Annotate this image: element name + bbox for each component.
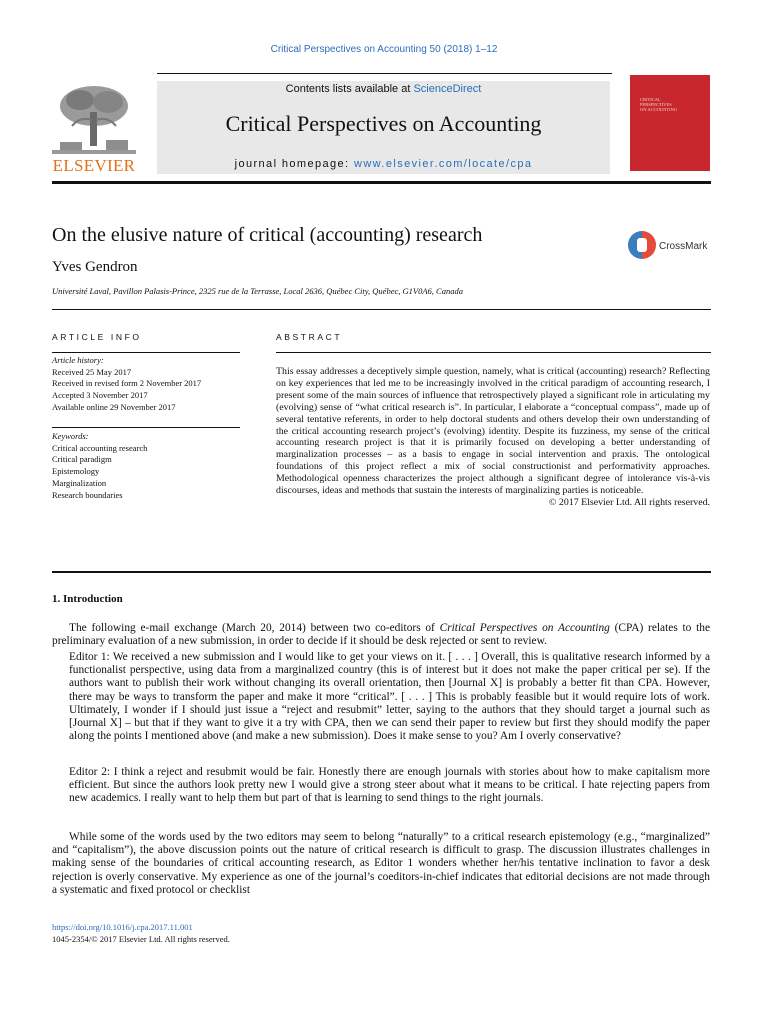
section-heading: 1. Introduction [52,593,123,605]
journal-cover-image [630,75,710,171]
editor-2-quote: Editor 2: I think a reject and resubmit would be fair. Honestly there are enough journals with stories about how to make capitalism more efficient. But since the authors look pretty new I would give a strong steer about what it means to be critical. I hate rejecting papers from new academics. I really want to help them but part of that is learning to send things to the right journals. [69,766,710,805]
article-info-heading: ARTICLE INFO [52,332,142,342]
issn-copyright: 1045-2354/© 2017 Elsevier Ltd. All rights reserved. [52,934,230,944]
article-title: On the elusive nature of critical (accounting) research [52,224,483,246]
journal-homepage [157,158,610,170]
p1-journal-italic: Critical Perspectives on Accounting [439,622,610,634]
abstract-text: This essay addresses a deceptively simple question, namely, what is critical (accounting) research? Reflecting on key experiences that led me to be increasingly involved in the critical paradigm of accounting research, I present some of the main sources of influence that retrospectively played a significant role in articulating my (evolving) sense of “what critical research is”. In particular, I elaborate a “conceptual compass”, made up of several tentative referents, in order to help doctoral students and others develop their own understanding of the critical accounting research project’s (evolving) identity. Despite its fuzziness, my sense of the critical accounting research project is that it is primarily focused on developing a better understanding of marginalization processes – as a basis to engage in social intervention and praxis. The ontological foundations of this project reflect a mix of social constructionist and performativity approaches. Methodological openness characterizes the project although a significant degree of intolerance vis-à-vis discourses, ideas and methods that sustain the interests of marginalizing parties is noticeable. [276,366,710,497]
crossmark-badge[interactable] [626,229,714,261]
p1-text-b: (CPA) relates to the preliminary evaluation of a new submission, in order to decide if it should be desk rejected or sent to review. [52,622,710,648]
keyword: Marginalization [52,477,107,488]
author-affiliation: Université Laval, Pavillon Palasis-Prince, 2325 rue de la Terrasse, Local 2636, Québec City, Québec, G1V0A6, Canada [52,286,463,296]
homepage-prefix: journal homepage: [234,158,354,170]
publisher-logo-text: ELSEVIER [52,156,136,175]
keyword: Critical accounting research [52,442,148,453]
article-history [52,355,201,414]
cover-line: ON ACCOUNTING [640,107,678,112]
contents-prefix: Contents lists available at [285,83,414,95]
doi-link[interactable]: https://doi.org/10.1016/j.cpa.2017.11.001 [52,922,193,932]
abstract-end-rule [52,571,711,573]
intro-paragraph-1 [52,622,710,648]
journal-title: Critical Perspectives on Accounting [225,111,542,136]
abstract-heading: ABSTRACT [276,332,343,342]
crossmark-label: CrossMark [659,241,708,252]
keyword: Research boundaries [52,489,123,500]
history-item: Accepted 3 November 2017 [52,390,148,401]
author-name: Yves Gendron [52,259,138,275]
keywords-rule [52,427,240,428]
cover-line: PERSPECTIVES [640,102,672,107]
history-item: Received 25 May 2017 [52,366,132,377]
cover-title [640,97,700,112]
title-rule [52,309,711,310]
cover-line: CRITICAL [640,97,661,102]
p1-text-a: The following e-mail exchange (March 20, 2014) between two co-editors of [69,622,440,634]
keywords [52,431,147,501]
abstract-rule [276,352,711,353]
history-label: Article history: [52,355,104,365]
sciencedirect-link[interactable]: ScienceDirect [413,83,482,95]
keyword: Epistemology [52,466,100,477]
elsevier-tree-logo [52,82,136,156]
editor-1-quote: Editor 1: We received a new submission and I would like to get your views on it. [ . . . ] Overall, this is qualitative research informed by a functionalist perspective, using data from a marginalized country (this is of interest but it does not make the paper critical per se). If the authors want to publish their work without changing its overall orientation, then [Journal X] is probably a better fit than CPA. However, there may be ways to transform the paper and make it more “critical”. [ . . . ] This is probably feasible but it would require lots of work. Ultimately, I wonder if I should just issue a “reject and resubmit” letter, saying to the authors that they should target a journal such as [Journal X] – but that if they want to give it a try with CPA, then we can send their paper to review but first they should modify the paper along the points I mentioned above (and make a new submission). Does it make sense to you? Am I overly conservative? [69,651,710,743]
abstract-copyright: © 2017 Elsevier Ltd. All rights reserved. [548,496,710,508]
keywords-label: Keywords: [52,431,89,441]
contents-line [157,83,610,95]
keyword: Critical paradigm [52,454,112,465]
homepage-link[interactable]: www.elsevier.com/locate/cpa [353,158,533,170]
history-item: Available online 29 November 2017 [52,401,176,412]
abstract [276,366,710,509]
history-item: Received in revised form 2 November 2017 [52,378,202,389]
info-rule [52,352,240,353]
thick-rule [52,181,711,184]
header-rule [157,73,612,74]
intro-paragraph-2: While some of the words used by the two editors may seem to belong “naturally” to a critical research epistemology (e.g., “marginalized” and “capitalism”), the above discussion points out the nature of critical research is difficult to grasp. The discussion illustrates challenges in making sense of the boundaries of critical accounting research, as Editor 1 wonders whether her/his tentative inclination to favor a desk rejection is overly conservative. My experience as one of the journal’s coeditors-in-chief indicates that editorial decisions are not made through a systematic and fixed protocol or checklist [52,831,710,896]
running-head: Critical Perspectives on Accounting 50 (2018) 1–12 [270,44,498,55]
